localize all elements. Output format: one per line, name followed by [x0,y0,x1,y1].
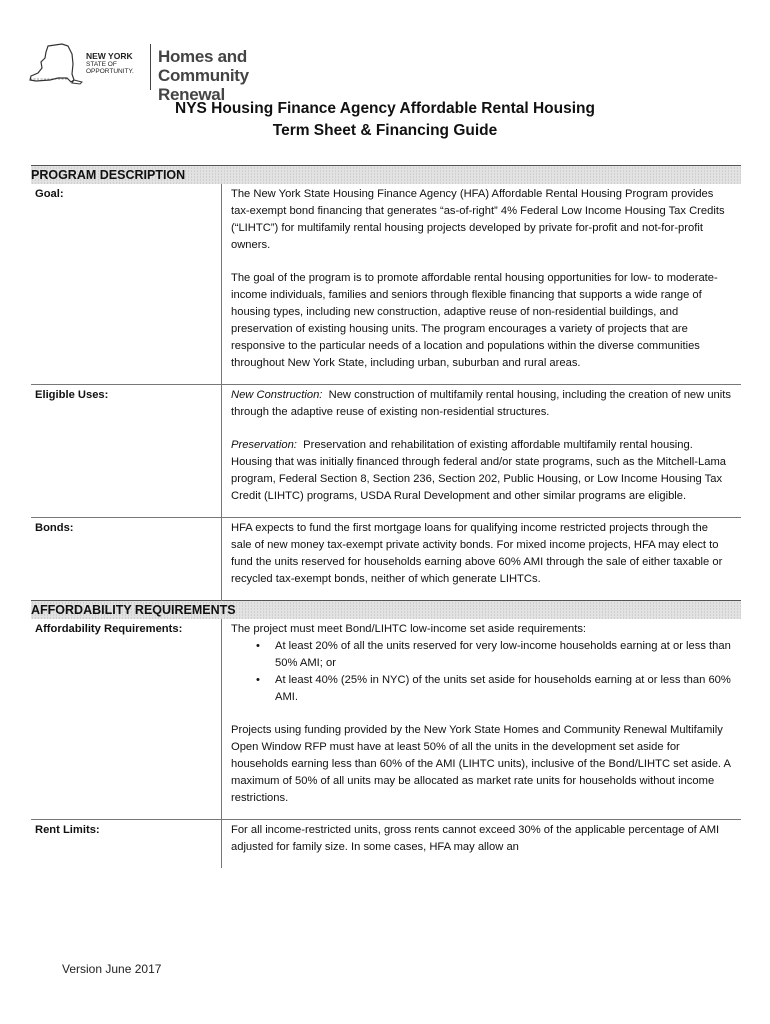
row-label: Rent Limits: [31,820,222,869]
document-title: NYS Housing Finance Agency Affordable Rental Housing [175,100,595,117]
row-goal [31,184,741,385]
ny-line-1: NEW YORK [86,51,133,61]
paragraph: Projects using funding provided by the New York State Homes and Community Renewal Multifamily Open Window RFP must have at least 50% of all the units in the development set aside for households earning less than 60% of the AMI (LIHTC units), inclusive of the Bond/LIHTC set aside. A maximum of 50% of all units may be allocated as market rate units for households without income restrictions. [231,724,731,804]
new-york-state-map-icon [28,40,86,96]
paragraph-lead: Preservation: [231,439,297,451]
row-content [222,518,742,601]
logo-divider [150,44,151,90]
paragraph: The project must meet Bond/LIHTC low-income set aside requirements: [231,623,587,635]
list-item: • At least 40% (25% in NYC) of the units set aside for households earning at or less than 60% AMI. [275,672,731,706]
paragraph: The goal of the program is to promote affordable rental housing opportunities for low- to moderate- income individuals, families and seniors through flexible financing that supports a wide range of housing types, including new construction, adaptive reuse of non-residential buildings, and preservation of existing housing units. The program encourages a variety of projects that are responsive to the particular needs of a location and populations within the diverse communities throughout New York State, including urban, suburban and rural areas. [231,272,718,369]
paragraph: HFA expects to fund the first mortgage loans for qualifying income restricted projects through the sale of new money tax-exempt private activity bonds. For mixed income projects, HFA may elect to fund the units reserved for households earning above 60% AMI through the sale of either taxable or recycled tax-exempt bonds, neither of which generate LIHTCs. [231,522,723,585]
row-label: Eligible Uses: [31,385,222,518]
new-york-wordmark [86,52,134,75]
row-affordability-requirements [31,619,741,820]
section-heading: PROGRAM DESCRIPTION [31,166,741,185]
bullet-list [231,638,731,706]
paragraph: The New York State Housing Finance Agency (HFA) Affordable Rental Housing Program provides tax-exempt bond financing that generates “as-of-right” 4% Federal Low Income Housing Tax Credits (“LIHTC”) for multifamily rental housing projects developed by private for-profit and not-for-profit owners. [231,188,725,251]
ny-line-3: OPPORTUNITY. [86,68,134,75]
row-bonds [31,518,741,601]
paragraph [231,387,735,421]
agency-line-2: Community Renewal [158,66,249,104]
section-heading: AFFORDABILITY REQUIREMENTS [31,601,741,620]
row-eligible-uses [31,385,741,518]
paragraph [231,437,731,505]
row-content [222,184,742,385]
paragraph-body: New construction of multifamily rental housing, including the creation of new units through the adaptive reuse of existing non-residential structures. [231,389,735,418]
row-content [222,820,742,869]
paragraph-body: Preservation and rehabilitation of existing affordable multifamily rental housing. Housing that was initially financed through federal and/or state programs, such as the Mitchell-Lama program, Federal Section 8, Section 236, Section 202, Public Housing, or Low Income Housing Tax Credit (LIHTC) programs, USDA Rural Development and other similar programs are eligible. [231,439,730,502]
row-label: Bonds: [31,518,222,601]
row-content [222,619,742,820]
row-content [222,385,742,518]
version-footer: Version June 2017 [62,962,162,976]
term-sheet-table [31,165,741,868]
row-label: Affordability Requirements: [31,619,222,820]
list-item: • At least 20% of all the units reserved for very low-income households earning at or less than 50% AMI; or [275,638,731,672]
agency-logo [28,40,278,104]
paragraph-lead: New Construction: [231,389,323,401]
agency-line-1: Homes and [158,47,247,66]
section-header-program [31,166,741,185]
document-subtitle: Term Sheet & Financing Guide [272,122,498,139]
row-rent-limits [31,820,741,869]
section-header-affordability [31,601,741,620]
paragraph: For all income-restricted units, gross rents cannot exceed 30% of the applicable percentage of AMI adjusted for family size. In some cases, HFA may allow an [231,824,720,853]
ny-line-2: STATE OF [86,61,117,68]
row-label: Goal: [31,184,222,385]
agency-wordmark [158,47,278,104]
